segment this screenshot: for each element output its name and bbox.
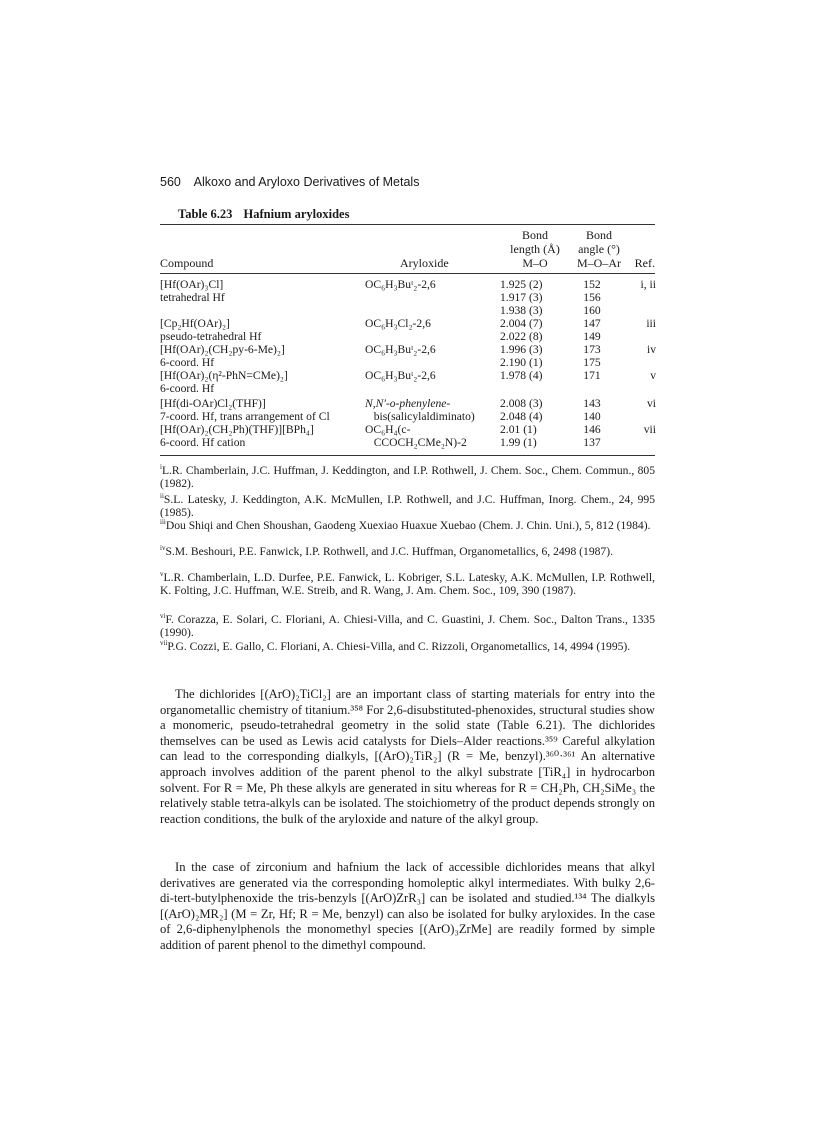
header-aryloxide: Aryloxide [400,256,449,270]
cell-bond-length: 1.978 (4) [500,369,543,382]
cell-bond-angle: 149 [583,330,601,343]
cell-bond-length: 2.01 (1) [500,423,537,436]
header-bond-angle-line1: Bond [585,228,612,242]
cell-compound: 7-coord. Hf, trans arrangement of Cl [160,410,330,423]
footnote [160,542,655,558]
header-bond-angle-line3: M–O–Ar [577,256,621,270]
footnote [160,610,655,639]
cell-bond-length: 2.008 (3) [500,397,543,410]
cell-aryloxide: OC₆H₃Buᵗ₂-2,6 [365,343,436,356]
table-row [160,356,655,369]
footnote [160,637,655,653]
cell-compound: 6-coord. Hf [160,382,215,395]
cell-compound: pseudo-tetrahedral Hf [160,330,262,343]
cell-bond-length: 1.917 (3) [500,291,543,304]
cell-bond-length: 2.190 (1) [500,356,543,369]
table-bottom-rule [160,455,655,456]
cell-bond-angle: 175 [583,356,601,369]
table-header-rule [160,273,655,274]
header-ref: Ref. [634,256,655,270]
cell-bond-length: 1.938 (3) [500,304,543,317]
cell-bond-angle: 137 [583,436,601,449]
cell-bond-angle: 140 [583,410,601,423]
cell-ref: vi [646,397,656,410]
running-title: Alkoxo and Aryloxo Derivatives of Metals [193,175,420,189]
cell-bond-length: 2.004 (7) [500,317,543,330]
running-header [160,175,419,189]
cell-aryloxide: OC₆H₃Buᵗ₂-2,6 [365,278,436,291]
table-row [160,436,655,449]
header-bond-angle-line2: angle (°) [578,242,620,256]
body-paragraph-1: The dichlorides [(ArO)₂TiCl₂] are an important class of starting materials for entry into the organometallic chemistry of titanium.³⁵⁸ For 2,6-disubstituted-phenoxides, structural studies show a monomeric, pseudo-tetrahedral geometry in the solid state (Table 6.21). The dichlorides themselves can be used as Lewis acid catalysts for Diels–Alder reactions.³⁵⁹ Careful alkylation can lead to the corresponding dialkyls, [(ArO)₂TiR₂] (R = Me, benzyl).³⁶⁰·³⁶¹ An alternative approach involves addition of the parent phenol to the alkyl substrate [TiR₄] in hydrocarbon solvent. For R = Me, Ph these alkyls are generated in situ whereas for R = CH₂Ph, CH₂SiMe₃ the relatively stable tetra-alkyls can be isolated. The stoichiometry of the product depends strongly on reaction conditions, the bulk of the aryloxide and nature of the alkyl group. [160,687,655,826]
footnote-text: S.L. Latesky, J. Keddington, A.K. McMullen, I.P. Rothwell, and J.C. Huffman, Inorg. Chem., 24, 995 (1985). [160,492,655,519]
cell-bond-angle: 147 [583,317,601,330]
page-number: 560 [160,175,181,189]
table-row [160,397,655,410]
cell-bond-angle: 171 [583,369,601,382]
cell-compound: [Hf(di-OAr)Cl₂(THF)] [160,397,266,410]
table-label: Table 6.23 [178,207,233,221]
cell-compound: [Hf(OAr)₂(CH₂Ph)(THF)][BPh₄] [160,423,314,436]
header-bond-length [498,228,572,270]
footnote-mark: iii [160,518,166,526]
cell-compound: 6-coord. Hf cation [160,436,246,449]
cell-ref: v [650,369,656,382]
table-caption [178,207,349,222]
header-bond-angle [568,228,630,270]
footnote [160,568,655,597]
footnote-text: P.G. Cozzi, E. Gallo, C. Floriani, A. Chiesi-Villa, and C. Rizzoli, Organometallics, 14, 4994 (1995). [167,639,631,653]
cell-bond-length: 1.996 (3) [500,343,543,356]
header-bond-length-line2: length (Å) [510,242,560,256]
header-bond-length-line3: M–O [522,256,548,270]
footnote-text: L.R. Chamberlain, J.C. Huffman, J. Keddington, and I.P. Rothwell, J. Chem. Soc., Chem. Commun., 805 (1982). [160,463,655,490]
table-row [160,317,655,330]
footnote-text: Dou Shiqi and Chen Shoushan, Gaodeng Xuexiao Huaxue Xuebao (Chem. J. Chin. Uni.), 5, 812 (1984). [165,518,651,532]
cell-ref: i, ii [640,278,656,291]
cell-bond-angle: 156 [583,291,601,304]
footnote [160,490,655,519]
body-paragraph-2: In the case of zirconium and hafnium the lack of accessible dichlorides means that alkyl derivatives are generated via the corresponding homoleptic alkyl intermediates. With bulky 2,6-di-tert-butylphenoxide the tris-benzyls [(ArO)ZrR₃] can be isolated and studied.¹³⁴ The dialkyls [(ArO)₂MR₂] (M = Zr, Hf; R = Me, benzyl) can also be isolated for bulky aryloxides. In the case of 2,6-diphenylphenols the monomethyl species [(ArO)₃ZrMe] are readily formed by simple addition of parent phenol to the dimethyl compound. [160,860,655,952]
cell-bond-length: 1.99 (1) [500,436,537,449]
footnote-mark: v [160,570,164,578]
cell-compound: [Hf(OAr)₂(CH₂py-6-Me)₂] [160,343,285,356]
cell-compound: [Hf(OAr)₂(η²-PhN=CMe)₂] [160,369,288,382]
table-top-rule [160,224,655,225]
cell-aryloxide: bis(salicylaldiminato) [365,410,475,423]
footnote-mark: ii [160,492,164,500]
footnote-mark: iv [160,544,166,552]
cell-bond-length: 2.022 (8) [500,330,543,343]
table-row [160,410,655,423]
cell-aryloxide: OC₆H₃Cl₂-2,6 [365,317,431,330]
cell-bond-angle: 143 [583,397,601,410]
cell-aryloxide: OC₆H₃Buᵗ₂-2,6 [365,369,436,382]
cell-ref: iv [646,343,656,356]
cell-ref: iii [646,317,656,330]
footnote-text: L.R. Chamberlain, L.D. Durfee, P.E. Fanwick, L. Kobriger, S.L. Latesky, A.K. McMullen, I.P. Rothwell, K. Folting, J.C. Huffman, W.E. Streib, and R. Wang, J. Am. Chem. Soc., 109, 390 (1987). [160,570,655,597]
table-row [160,304,655,317]
table-row [160,369,655,382]
table-row [160,382,655,395]
cell-compound: tetrahedral Hf [160,291,225,304]
footnote [160,461,655,490]
cell-aryloxide: N,N′-o-phenylene- [365,397,451,410]
table-title: Hafnium aryloxides [243,207,350,221]
cell-bond-angle: 173 [583,343,601,356]
cell-ref: vii [643,423,656,436]
cell-bond-angle: 160 [583,304,601,317]
table-row [160,343,655,356]
footnote-text: S.M. Beshouri, P.E. Fanwick, I.P. Rothwell, and J.C. Huffman, Organometallics, 6, 2498 (1987). [165,544,613,558]
footnote [160,516,655,532]
cell-compound: 6-coord. Hf [160,356,215,369]
footnote-mark: vii [160,639,168,647]
table-row [160,291,655,304]
header-compound: Compound [160,256,214,270]
table-row [160,330,655,343]
cell-compound: [Hf(OAr)₃Cl] [160,278,224,291]
cell-aryloxide: OC₆H₄(c- [365,423,411,436]
table-row [160,423,655,436]
cell-bond-length: 2.048 (4) [500,410,543,423]
footnote-mark: vi [160,612,166,620]
cell-bond-angle: 146 [583,423,601,436]
cell-aryloxide: CCOCH₂CMe₂N)-2 [365,436,467,449]
cell-compound: [Cp₂Hf(OAr)₂] [160,317,230,330]
cell-bond-angle: 152 [583,278,601,291]
cell-bond-length: 1.925 (2) [500,278,543,291]
header-bond-length-line1: Bond [521,228,548,242]
footnote-text: F. Corazza, E. Solari, C. Floriani, A. Chiesi-Villa, and C. Guastini, J. Chem. Soc., Dalton Trans., 1335 (1990). [160,612,655,639]
footnote-mark: i [160,463,162,471]
table-row [160,278,655,291]
